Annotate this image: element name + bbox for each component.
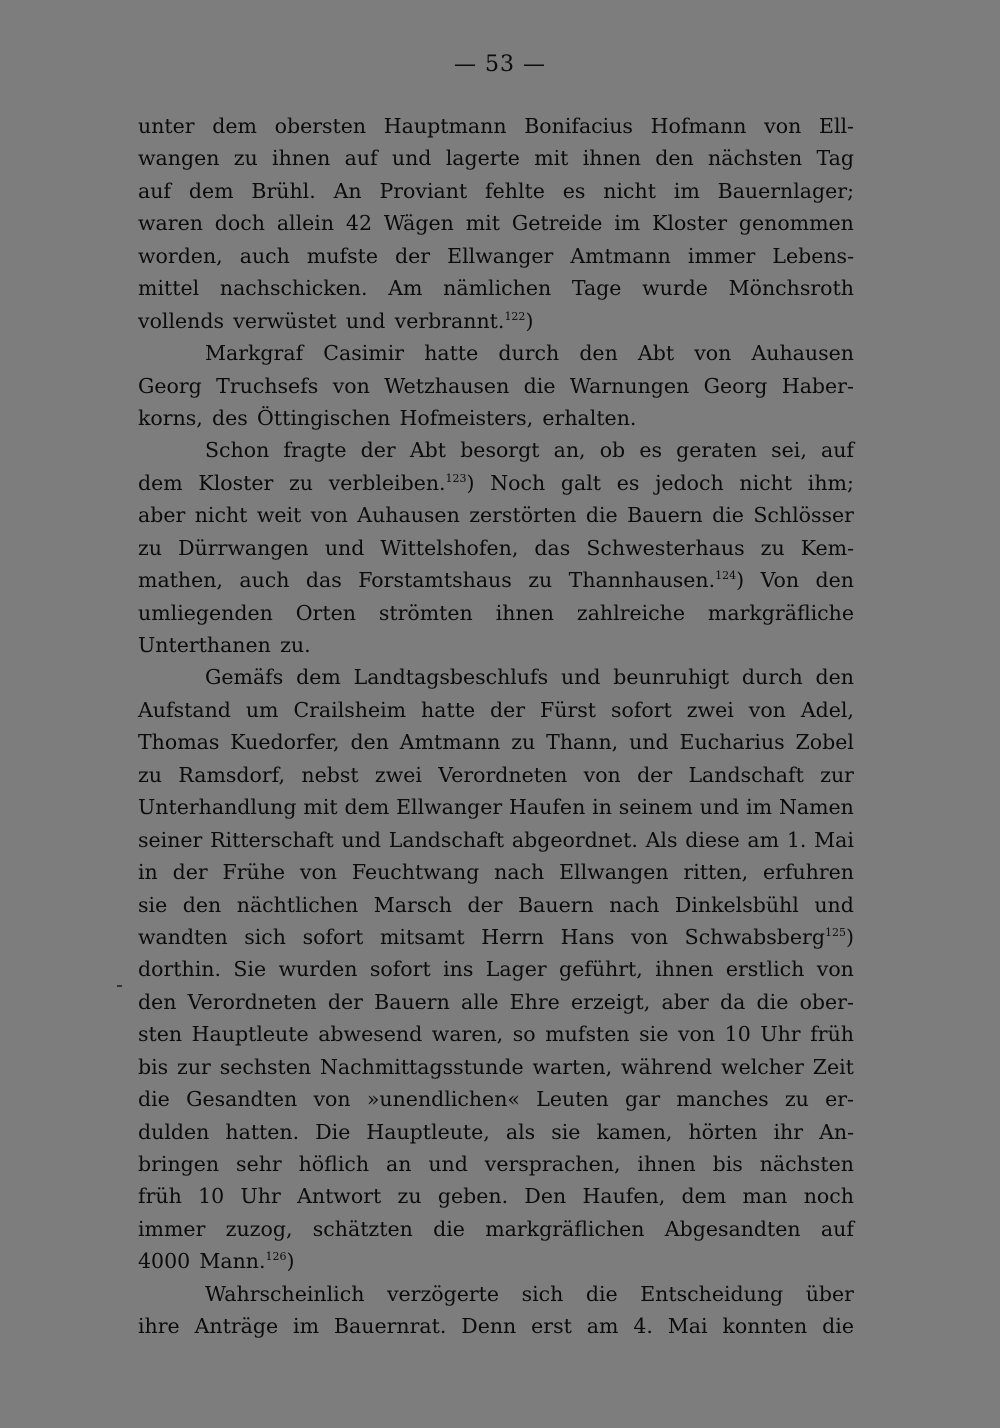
footnote-ref: 123: [445, 471, 467, 485]
margin-mark: [117, 985, 122, 987]
page-number-header: — 53 —: [454, 52, 546, 77]
text-line: Aufstand um Crailsheim hatte der Fürst sofort zwei von Adel,: [138, 697, 854, 722]
text-line: ihre Anträge im Bauernrat. Denn erst am 4. Mai konnten die: [138, 1314, 854, 1339]
body-text: [138, 110, 854, 1343]
footnote-ref: 122: [504, 309, 526, 323]
text-line: worden, auch mufste der Ellwanger Amtmann immer Lebens-: [138, 243, 854, 268]
text-line: den Verordneten der Bauern alle Ehre erzeigt, aber da die ober-: [138, 989, 854, 1014]
text-line: korns, des Öttingischen Hofmeisters, erhalten.: [138, 405, 637, 430]
text-line: mittel nachschicken. Am nämlichen Tage wurde Mönchsroth: [138, 276, 854, 301]
text-line: bis zur sechsten Nachmittagsstunde warten, während welcher Zeit: [138, 1054, 854, 1079]
text-line: immer zuzog, schätzten die markgräflichen Abgesandten auf: [138, 1216, 854, 1241]
text-line: zu Dürrwangen und Wittelshofen, das Schwesterhaus zu Kem-: [138, 535, 854, 560]
text-line: waren doch allein 42 Wägen mit Getreide im Kloster genommen: [138, 211, 854, 236]
text-line: dem Kloster zu verbleiben.$^{123}$) Noch galt es jedoch nicht ihm;: [138, 470, 854, 495]
text-line: Wahrscheinlich verzögerte sich die Entscheidung über: [205, 1281, 854, 1306]
text-line: Unterthanen zu.: [138, 633, 311, 657]
text-line: die Gesandten von »unendlichen« Leuten gar manches zu er-: [138, 1087, 854, 1112]
text-line: seiner Ritterschaft und Landschaft abgeordnet. Als diese am 1. Mai: [138, 827, 854, 852]
text-line: dorthin. Sie wurden sofort ins Lager geführt, ihnen erstlich von: [138, 957, 854, 982]
text-line: sten Hauptleute abwesend waren, so mufsten sie von 10 Uhr früh: [138, 1022, 854, 1047]
text-line: in der Frühe von Feuchtwang nach Ellwangen ritten, erfuhren: [138, 860, 854, 885]
text-line: Georg Truchsefs von Wetzhausen die Warnungen Georg Haber-: [138, 373, 854, 398]
text-line: umliegenden Orten strömten ihnen zahlreiche markgräfliche: [138, 600, 854, 625]
text-line: unter dem obersten Hauptmann Bonifacius Hofmann von Ell-: [138, 114, 854, 138]
text-line: auf dem Brühl. An Proviant fehlte es nicht im Bauernlager;: [138, 178, 854, 203]
text-line: Unterhandlung mit dem Ellwanger Haufen in seinem und im Namen: [138, 795, 854, 820]
text-line: Markgraf Casimir hatte durch den Abt von Auhausen: [205, 341, 854, 366]
text-line: Gemäfs dem Landtagsbeschlufs und beunruhigt durch den: [205, 665, 854, 690]
text-line: Thomas Kuedorfer, den Amtmann zu Thann, und Eucharius Zobel: [138, 730, 854, 755]
text-line: aber nicht weit von Auhausen zerstörten die Bauern die Schlösser: [138, 503, 854, 528]
footnote-ref: 126: [265, 1250, 287, 1264]
text-line: bringen sehr höflich an und versprachen, ihnen bis nächsten: [138, 1152, 854, 1176]
text-line: wangen zu ihnen auf und lagerte mit ihnen den nächsten Tag: [138, 146, 854, 171]
text-line: mathen, auch das Forstamtshaus zu Thannhausen.$^{124}$) Von den: [138, 568, 854, 593]
text-line: dulden hatten. Die Hauptleute, als sie kamen, hörten ihr An-: [138, 1119, 854, 1144]
text-line: sie den nächtlichen Marsch der Bauern nach Dinkelsbühl und: [138, 892, 854, 917]
text-line: zu Ramsdorf, nebst zwei Verordneten von der Landschaft zur: [138, 762, 854, 787]
text-line: 4000 Mann.$^{126}$): [138, 1249, 295, 1274]
text-line: wandten sich sofort mitsamt Herrn Hans von Schwabsberg$^{125}$): [138, 924, 854, 949]
text-line: früh 10 Uhr Antwort zu geben. Den Haufen, dem man noch: [138, 1184, 854, 1209]
text-line: vollends verwüstet und verbrannt.$^{122}$): [138, 308, 534, 333]
footnote-ref: 125: [824, 925, 846, 939]
footnote-ref: 124: [715, 568, 737, 582]
text-line: Schon fragte der Abt besorgt an, ob es geraten sei, auf: [205, 438, 854, 463]
